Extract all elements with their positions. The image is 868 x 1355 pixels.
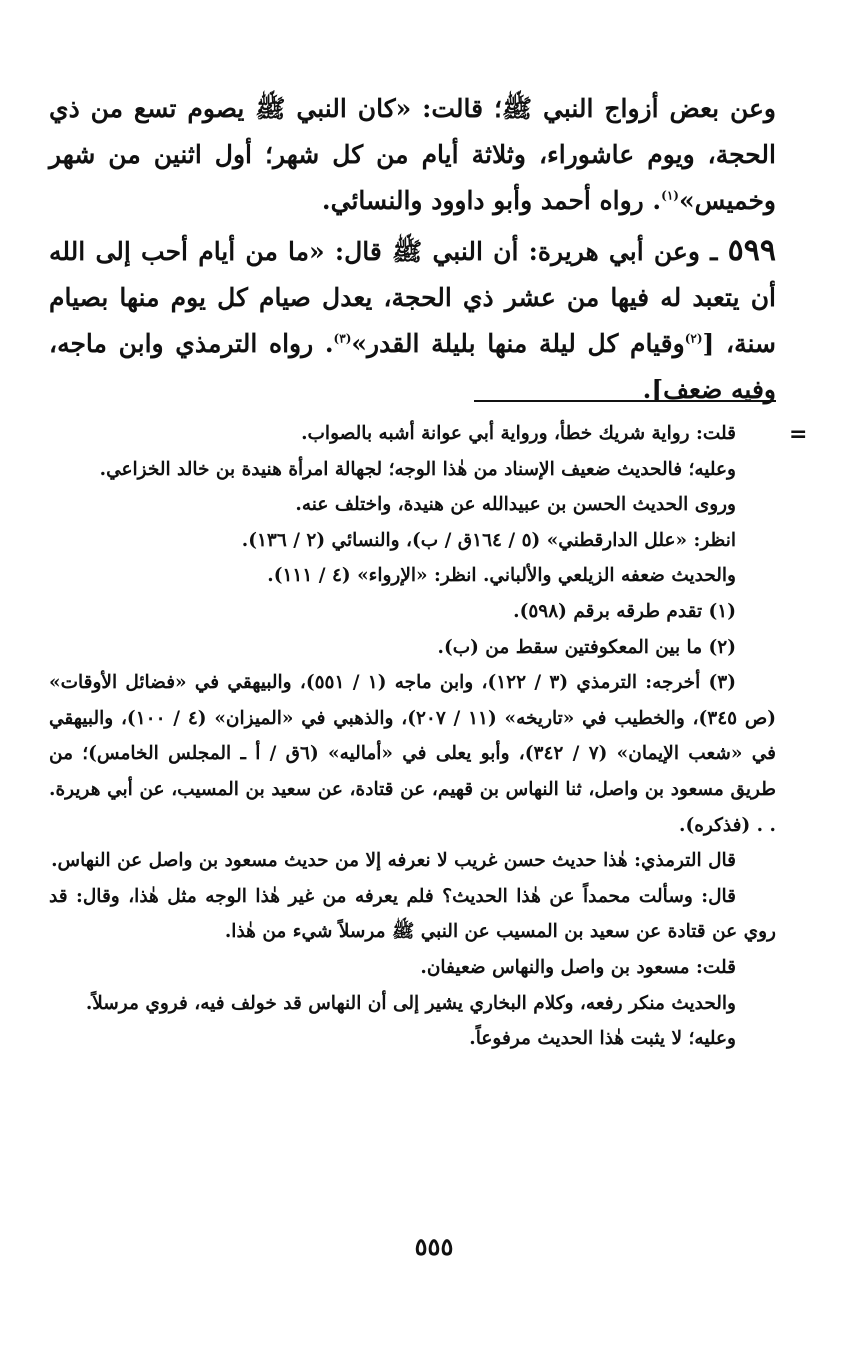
footnotes	[49, 416, 776, 1057]
note-line: انظر: «علل الدارقطني» (٥ / ١٦٤ق / ب)، والنسائي (٢ / ١٣٦).	[241, 529, 736, 551]
note-line: وعليه؛ لا يثبت هٰذا الحديث مرفوعاً.	[469, 1028, 736, 1050]
footnote-divider	[474, 400, 776, 402]
hadith-599	[49, 228, 776, 413]
tirmidhi-comment: قال الترمذي: هٰذا حديث حسن غريب لا نعرفه إلا من حديث مسعود بن واصل عن النهاس.	[51, 850, 736, 872]
footnote-ref-2: (٢)	[684, 331, 703, 346]
note-line: والحديث منكر رفعه، وكلام البخاري يشير إلى أن النهاس قد خولف فيه، فروي مرسلاً.	[85, 992, 736, 1014]
bukhari-question: قال: وسألت محمداً عن هٰذا الحديث؟ فلم يعرفه من غير هٰذا الوجه مثل هٰذا، وقال: قد روي عن قتادة عن سعيد بن المسيب عن النبي ﷺ مرسلاً شيء من هٰذا.	[49, 885, 776, 943]
paragraph-text: ـ وعن أبي هريرة: أن النبي ﷺ قال: «ما من أيام أحب إلى الله أن يتعبد له فيها من عشر ذي الحجة، يعدل صيام كل يوم منها بصيام سنة، [	[49, 237, 776, 358]
hadith-number: ٥٩٩	[727, 233, 776, 268]
note-line: قلت: رواية شريك خطأ، ورواية أبي عوانة أشبه بالصواب.	[301, 423, 736, 444]
footnote-2: (٢) ما بين المعكوفتين سقط من (ب).	[437, 636, 736, 658]
note-line: وعليه؛ فالحديث ضعيف الإسناد من هٰذا الوجه؛ لجهالة امرأة هنيدة بن خالد الخزاعي.	[99, 458, 736, 480]
paragraph-text: وقيام كل ليلة منها بليلة القدر»	[351, 329, 685, 358]
main-text	[49, 86, 776, 413]
footnote-ref-3: (٣)	[333, 331, 352, 346]
footnote-3: (٣) أخرجه: الترمذي (٣ / ١٢٢)، وابن ماجه (١ / ٥٥١)، والبيهقي في «فضائل الأوقات» (ص ٣٤٥)، والخطيب في «تاريخه» (١١ / ٢٠٧)، والذهبي في «الميزان» (٤ / ١٠٠)، والبيهقي في «شعب الإيمان» (٧ / ٣٤٢)، وأبو يعلى في «أماليه» (٦ق / أ ـ المجلس الخامس)؛ من طريق مسعود بن واصل، ثنا النهاس بن قهيم، عن قتادة، عن سعيد بن المسيب، عن أبي هريرة. . . (فذكره).	[49, 672, 776, 836]
note-line: وروى الحديث الحسن بن عبيدالله عن هنيدة، واختلف عنه.	[295, 494, 736, 516]
footnote-1: (١) تقدم طرقه برقم (٥٩٨).	[513, 600, 736, 622]
paragraph-text: وعن بعض أزواج النبي ﷺ؛ قالت: «كان النبي ﷺ يصوم تسع من ذي الحجة، ويوم عاشوراء، وثلاثة أيام من كل شهر؛ أول اثنين من شهر وخميس»	[49, 94, 776, 215]
paragraph-tail: . رواه أحمد وأبو داوود والنسائي.	[321, 186, 662, 215]
hadith-598-continuation	[49, 86, 776, 224]
note-line: قلت: مسعود بن واصل والنهاس ضعيفان.	[420, 956, 736, 978]
note-line: والحديث ضعفه الزيلعي والألباني. انظر: «الإرواء» (٤ / ١١١).	[267, 565, 736, 587]
page-number: ٥٥٥	[414, 1232, 454, 1261]
footnote-ref-1: (١)	[661, 188, 679, 203]
continuation-mark: =	[789, 422, 808, 447]
paragraph-tail: . رواه الترمذي وابن ماجه، وفيه ضعف].	[49, 329, 776, 404]
